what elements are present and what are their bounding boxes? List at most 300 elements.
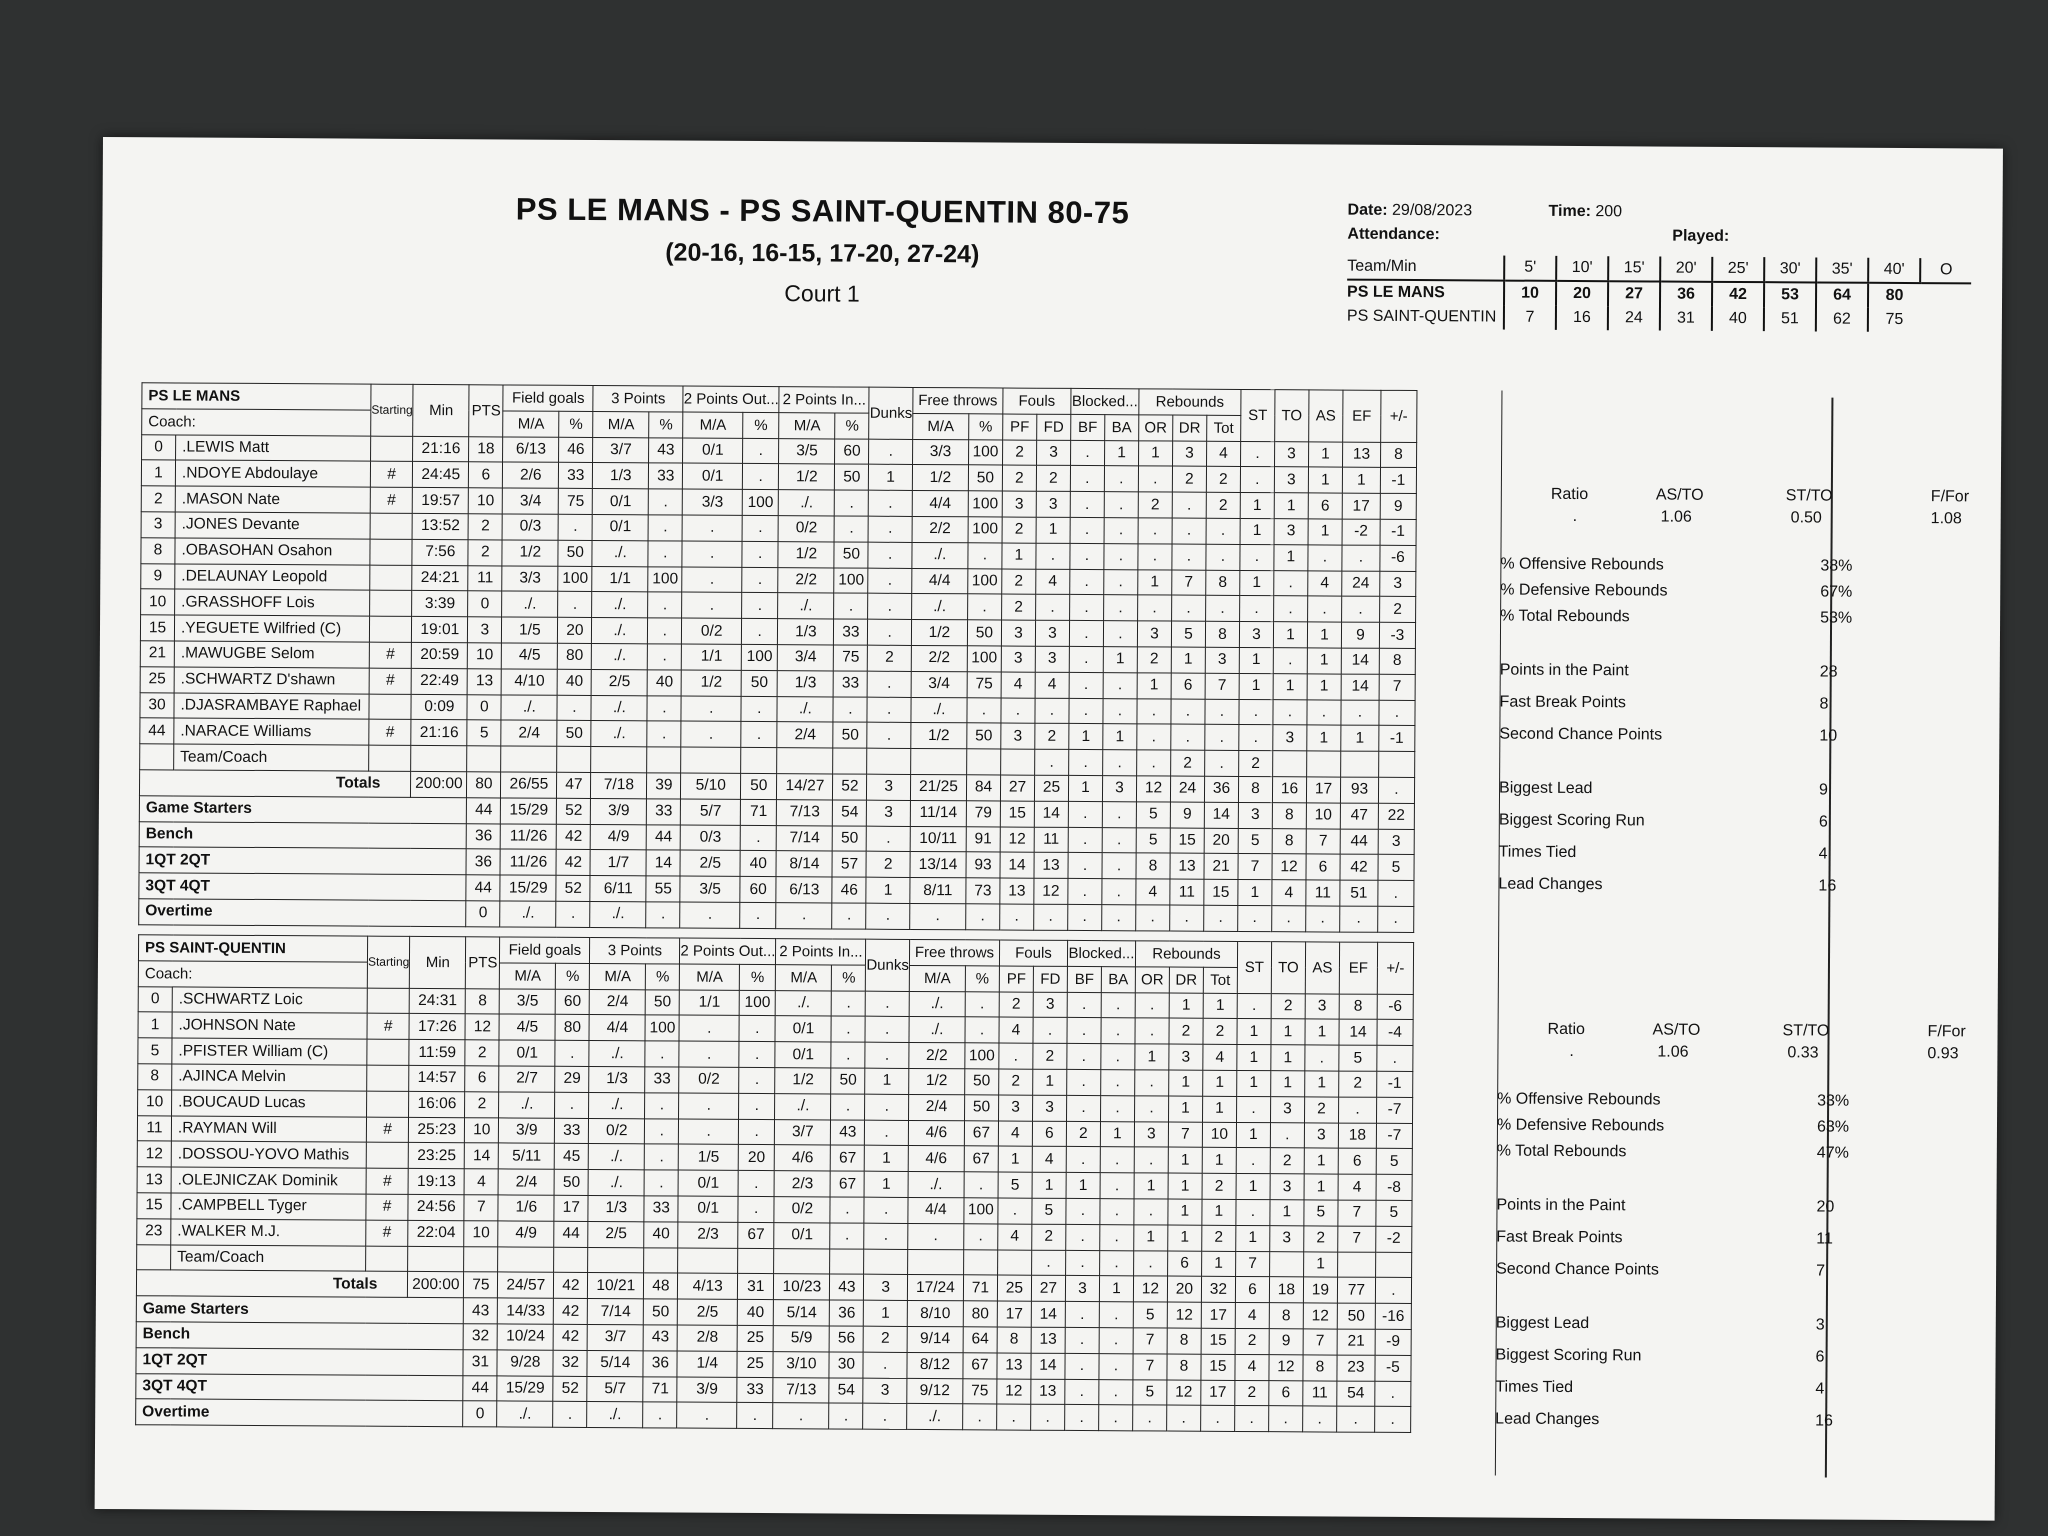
player-cell: 2/4 <box>777 722 833 748</box>
player-cell: 2/6 <box>503 462 559 488</box>
player-cell: -1 <box>1380 468 1416 494</box>
player-cell: 80 <box>558 643 592 669</box>
player-cell: 2 <box>999 1069 1033 1095</box>
game-title-block <box>502 191 1143 309</box>
player-cell: 1 <box>1239 647 1273 673</box>
sub-header: BA <box>1101 966 1135 992</box>
summary-cell: 5/14 <box>587 1350 643 1376</box>
summary-cell: . <box>997 1404 1031 1430</box>
player-cell: . <box>679 1119 739 1145</box>
summary-cell: 8/11 <box>910 878 966 904</box>
team-coach-cell: 1 <box>1201 1251 1235 1277</box>
player-cell: 1 <box>1002 543 1036 569</box>
summary-cell: 2/5 <box>680 850 740 876</box>
player-cell: . <box>645 1041 679 1067</box>
player-cell: 7 <box>464 1195 498 1221</box>
player-cell: 2 <box>1002 440 1036 466</box>
summary-cell: 11/14 <box>910 800 966 826</box>
summary-cell: . <box>1099 1302 1133 1328</box>
stat-label: Biggest Scoring Run <box>1495 1346 1642 1365</box>
player-cell: 3 <box>1239 622 1273 648</box>
team-coach-cell <box>588 1247 644 1273</box>
player-cell: . <box>964 1224 998 1250</box>
player-cell: . <box>1101 992 1135 1018</box>
progress-cell <box>1920 308 1971 332</box>
summary-cell: 3/5 <box>680 876 740 902</box>
player-cell: 1/5 <box>679 1144 739 1170</box>
summary-cell: 46 <box>832 877 866 903</box>
player-cell: . <box>557 695 591 721</box>
progress-cell: 75 <box>1868 308 1920 332</box>
summary-cell: 11 <box>1306 880 1340 906</box>
player-name: .YEGUETE Wilfried (C) <box>174 615 369 642</box>
player-cell <box>367 1091 410 1117</box>
stat-value: 16 <box>1815 1412 1834 1430</box>
summary-cell: ./. <box>500 901 556 927</box>
summary-cell: 2/5 <box>678 1299 738 1325</box>
player-cell: 1 <box>1135 1044 1169 1070</box>
player-cell: 0/2 <box>682 618 742 644</box>
summary-cell: 7/14 <box>777 825 833 851</box>
player-cell: 9 <box>1380 493 1416 519</box>
summary-cell: 71 <box>740 799 776 825</box>
player-cell: . <box>1066 1198 1100 1224</box>
summary-cell: 5 <box>1378 855 1414 881</box>
summary-cell: 6/13 <box>776 877 832 903</box>
player-cell: 4 <box>1032 1147 1066 1173</box>
totals-cell: 27 <box>1031 1276 1065 1302</box>
player-cell: 50 <box>558 540 592 566</box>
summary-cell: . <box>832 903 866 929</box>
totals-cell: 21/25 <box>910 774 966 800</box>
player-cell: 8 <box>1206 570 1240 596</box>
player-cell: 4 <box>1036 569 1070 595</box>
summary-cell: 52 <box>553 1376 587 1402</box>
player-cell: . <box>1205 596 1239 622</box>
summary-cell: -5 <box>1375 1355 1411 1381</box>
player-cell: . <box>1239 699 1273 725</box>
player-cell: 1 <box>998 1146 1032 1172</box>
player-cell: ./. <box>589 1144 645 1170</box>
player-cell: 3/3 <box>912 439 968 465</box>
player-cell: 100 <box>968 491 1002 517</box>
player-cell: 1 <box>869 465 913 491</box>
player-name: .DELAUNAY Leopold <box>175 564 370 591</box>
summary-cell: 93 <box>966 852 1000 878</box>
player-cell: 2 <box>468 514 502 540</box>
player-cell: 75 <box>967 672 1001 698</box>
player-cell: . <box>739 1093 775 1119</box>
player-cell: 1 <box>138 1012 172 1038</box>
player-cell: 50 <box>557 721 591 747</box>
player-name: .PFISTER William (C) <box>172 1038 367 1065</box>
totals-cell: 36 <box>1204 776 1238 802</box>
stat-label: % Total Rebounds <box>1496 1142 1627 1161</box>
summary-cell: 21 <box>1337 1329 1375 1355</box>
sub-header: % <box>969 414 1003 440</box>
player-cell: 0/1 <box>775 1016 831 1042</box>
player-name: .SCHWARTZ Loic <box>172 987 367 1014</box>
summary-cell: 54 <box>833 800 867 826</box>
progress-cell: 62 <box>1816 307 1868 331</box>
player-cell: 8 <box>138 1064 172 1090</box>
player-cell: . <box>1134 1147 1168 1173</box>
player-cell: 2/2 <box>912 516 968 542</box>
p2in-header: 2 Points In... <box>779 387 869 413</box>
player-cell: 1 <box>1308 467 1342 493</box>
player-cell: 1/3 <box>778 619 834 645</box>
summary-cell: 0 <box>463 1401 497 1427</box>
player-cell: 23 <box>137 1218 171 1244</box>
player-cell: 44 <box>554 1221 588 1247</box>
player-cell: . <box>831 1016 865 1042</box>
player-cell: . <box>1067 992 1101 1018</box>
totals-cell: 48 <box>644 1273 678 1299</box>
stat-sheet <box>95 137 2003 1521</box>
player-cell: 4/5 <box>499 1014 555 1040</box>
summary-cell: 4 <box>1235 1303 1269 1329</box>
player-cell: 4/4 <box>912 491 968 517</box>
team-coach-cell <box>369 745 412 771</box>
summary-cell: 12 <box>1303 1303 1337 1329</box>
player-cell: 1 <box>1168 1225 1202 1251</box>
player-cell: 3 <box>1033 992 1067 1018</box>
player-cell: 1 <box>1169 1070 1203 1096</box>
player-cell: 67 <box>831 1145 865 1171</box>
p2out-header: 2 Points Out... <box>680 938 776 964</box>
summary-cell: 7/14 <box>588 1299 644 1325</box>
time-label: Time: <box>1548 202 1592 221</box>
summary-cell: 9/12 <box>907 1378 963 1404</box>
summary-cell: 25 <box>737 1325 773 1351</box>
summary-cell: 17 <box>1201 1302 1235 1328</box>
player-cell: . <box>1135 1018 1169 1044</box>
player-cell: . <box>867 723 911 749</box>
team-coach-cell <box>1341 751 1379 777</box>
player-cell: ./. <box>912 542 968 568</box>
summary-cell: 7 <box>1238 854 1272 880</box>
player-cell: 1 <box>1273 673 1307 699</box>
player-cell: 1 <box>1271 1071 1305 1097</box>
summary-cell: . <box>1068 801 1102 827</box>
team-coach-cell: Team/Coach <box>171 1244 366 1271</box>
player-cell: 19:01 <box>412 617 468 643</box>
summary-cell: 32 <box>463 1324 497 1350</box>
summary-cell: 52 <box>556 875 590 901</box>
team-coach-cell: . <box>1205 750 1239 776</box>
player-cell: 4/5 <box>502 643 558 669</box>
player-cell: 14 <box>1341 674 1379 700</box>
player-cell <box>370 591 413 617</box>
summary-cell: 23 <box>1337 1355 1375 1381</box>
summary-cell: . <box>1235 1406 1269 1432</box>
player-cell: . <box>865 1094 909 1120</box>
summary-cell: 44 <box>1340 829 1378 855</box>
player-cell: 23:25 <box>409 1143 465 1169</box>
game-meta <box>1347 202 1729 252</box>
summary-cell: 12 <box>1269 1354 1303 1380</box>
summary-label: 1QT 2QT <box>139 847 467 875</box>
player-name: .JONES Devante <box>175 512 370 539</box>
player-cell: # <box>369 719 412 745</box>
stat-label: Fast Break Points <box>1496 1228 1623 1247</box>
player-cell: 1 <box>1304 1174 1338 1200</box>
player-cell: 40 <box>557 669 591 695</box>
stat-value: 6 <box>1815 1348 1825 1366</box>
stat-value: 9 <box>1818 781 1829 799</box>
summary-cell: 42 <box>554 1298 588 1324</box>
player-cell: 0/1 <box>593 489 649 515</box>
summary-cell: 3/9 <box>591 798 647 824</box>
summary-cell: . <box>1136 905 1170 931</box>
player-cell: 100 <box>834 568 868 594</box>
player-cell: 0/2 <box>774 1197 830 1223</box>
player-cell: 1 <box>1134 1225 1168 1251</box>
player-cell: . <box>682 567 742 593</box>
player-cell: . <box>1308 545 1342 571</box>
team-coach-cell: . <box>1133 1250 1167 1276</box>
player-cell: ./. <box>776 990 832 1016</box>
summary-cell: . <box>1065 1302 1099 1328</box>
rebounds-header: Rebounds <box>1135 941 1237 967</box>
player-cell: . <box>998 1198 1032 1224</box>
player-cell: ./. <box>592 592 648 618</box>
player-cell: 14 <box>465 1143 499 1169</box>
summary-cell: 15 <box>1201 1354 1235 1380</box>
progress-cell: 16 <box>1556 306 1608 330</box>
player-cell: # <box>369 668 412 694</box>
f-for-value: 1.08 <box>1930 510 1962 528</box>
summary-cell: 8 <box>1269 1303 1303 1329</box>
player-cell: # <box>366 1220 409 1246</box>
summary-cell: 13 <box>997 1353 1031 1379</box>
summary-cell: 7/13 <box>777 799 833 825</box>
player-cell: 4 <box>1001 672 1035 698</box>
blocked-header: Blocked... <box>1067 940 1135 966</box>
summary-cell: 10 <box>1306 803 1340 829</box>
totals-cell: 18 <box>1269 1277 1303 1303</box>
team-coach-cell <box>1375 1252 1411 1278</box>
summary-cell: 2 <box>1235 1328 1269 1354</box>
player-cell: . <box>1036 595 1070 621</box>
stat-value: 20 <box>1816 1198 1835 1216</box>
player-cell: 2/4 <box>908 1094 964 1120</box>
player-cell: . <box>739 1016 775 1042</box>
player-cell: 100 <box>964 1198 998 1224</box>
player-cell: 1 <box>1066 1173 1100 1199</box>
sub-header: % <box>559 411 593 437</box>
sub-header: M/A <box>590 963 646 989</box>
summary-cell: 42 <box>553 1324 587 1350</box>
totals-label: Totals <box>136 1270 408 1297</box>
stat-label: Biggest Scoring Run <box>1498 811 1645 830</box>
summary-cell: 2 <box>863 1326 907 1352</box>
player-cell: 2 <box>999 992 1033 1018</box>
player-cell: 17 <box>554 1195 588 1221</box>
player-cell: 2 <box>465 1092 499 1118</box>
summary-cell: 25 <box>737 1351 773 1377</box>
team-coach-cell <box>1307 751 1341 777</box>
team1-boxscore <box>138 382 1417 933</box>
player-cell: 3/5 <box>779 438 835 464</box>
summary-cell: 8 <box>1136 853 1170 879</box>
player-cell: 7 <box>1379 674 1415 700</box>
sub-header: FD <box>1033 966 1067 992</box>
player-cell: 24:45 <box>413 462 469 488</box>
summary-cell: . <box>677 1402 737 1428</box>
player-cell: . <box>866 991 910 1017</box>
player-cell: . <box>1206 518 1240 544</box>
summary-cell: 6/11 <box>590 876 646 902</box>
totals-cell: 17 <box>1306 777 1340 803</box>
player-cell: 60 <box>556 989 590 1015</box>
player-cell: 3 <box>141 512 175 538</box>
progress-cell: 31 <box>1660 307 1712 331</box>
summary-cell: 9/14 <box>907 1326 963 1352</box>
player-cell: 4/4 <box>589 1015 645 1041</box>
f-for-label: F/For <box>1927 1023 1966 1041</box>
player-cell: 3/3 <box>683 489 743 515</box>
summary-cell: . <box>1375 1407 1411 1433</box>
team-coach-cell <box>681 747 741 773</box>
totals-cell: 20 <box>1167 1276 1201 1302</box>
player-cell: 1 <box>1305 1071 1339 1097</box>
summary-cell: 3 <box>867 800 911 826</box>
summary-cell: 56 <box>829 1326 863 1352</box>
player-name: .OBASOHAN Osahon <box>175 538 370 565</box>
player-cell: 1/3 <box>593 463 649 489</box>
stat-label: Points in the Paint <box>1496 1196 1626 1215</box>
player-cell: 1 <box>1069 724 1103 750</box>
player-cell: 5 <box>1376 1200 1412 1226</box>
player-cell: . <box>742 619 778 645</box>
player-cell: . <box>868 568 912 594</box>
sub-header: % <box>646 964 680 990</box>
totals-cell: 24/57 <box>498 1272 554 1298</box>
summary-cell: 22 <box>1378 803 1414 829</box>
player-cell: 0/1 <box>774 1222 830 1248</box>
player-cell: 12 <box>137 1141 171 1167</box>
ft-header: Free throws <box>909 939 999 965</box>
player-cell: . <box>1070 466 1104 492</box>
player-cell: . <box>1135 992 1169 1018</box>
blocked-header: Blocked... <box>1071 388 1139 414</box>
stat-value: 67% <box>1820 583 1853 601</box>
player-cell: 1 <box>1236 1174 1270 1200</box>
summary-cell: 91 <box>966 826 1000 852</box>
player-cell: 3 <box>1001 723 1035 749</box>
team-coach-cell <box>833 748 867 774</box>
player-cell: 2 <box>1270 1148 1304 1174</box>
player-cell: . <box>1137 698 1171 724</box>
player-cell: 50 <box>967 620 1001 646</box>
summary-cell: 71 <box>643 1376 677 1402</box>
player-cell: 2 <box>1271 993 1305 1019</box>
summary-cell: 67 <box>963 1353 997 1379</box>
player-name: .RAYMAN Will <box>171 1116 366 1143</box>
player-cell: 100 <box>645 1015 679 1041</box>
player-cell: . <box>1100 1224 1134 1250</box>
team-coach-cell <box>1269 1251 1303 1277</box>
player-cell: ./. <box>911 697 967 723</box>
player-cell: 1 <box>1240 518 1274 544</box>
player-cell: 20 <box>738 1145 774 1171</box>
player-cell: ./. <box>502 591 558 617</box>
totals-cell: 24 <box>1170 776 1204 802</box>
player-cell: ./. <box>779 490 835 516</box>
player-cell: 1 <box>1202 1148 1236 1174</box>
player-cell: 4 <box>1203 1044 1237 1070</box>
summary-cell: 7 <box>1133 1328 1167 1354</box>
player-cell: . <box>999 1043 1033 1069</box>
player-cell: 1 <box>1103 647 1137 673</box>
progress-cell: 42 <box>1712 282 1764 307</box>
player-cell: . <box>867 697 911 723</box>
player-cell: . <box>1104 543 1138 569</box>
totals-cell: 25 <box>1034 775 1068 801</box>
team-coach-cell <box>777 748 833 774</box>
player-cell: 1 <box>1236 1122 1270 1148</box>
summary-cell: . <box>1201 1406 1235 1432</box>
player-cell: . <box>1067 1044 1101 1070</box>
player-cell: 50 <box>835 464 869 490</box>
summary-cell: 79 <box>966 801 1000 827</box>
summary-cell: 13 <box>1031 1379 1065 1405</box>
player-cell: 1 <box>1202 1199 1236 1225</box>
player-cell: 2/2 <box>911 645 967 671</box>
player-cell: . <box>1101 1044 1135 1070</box>
sub-header: Tot <box>1203 967 1237 993</box>
player-cell: 1 <box>1305 1019 1339 1045</box>
ef-header: EF <box>1339 942 1377 994</box>
player-cell: 1 <box>1274 544 1308 570</box>
summary-cell: 5 <box>1136 802 1170 828</box>
player-cell: 3 <box>1305 993 1339 1019</box>
player-cell: 1 <box>1202 1096 1236 1122</box>
stat-label: Fast Break Points <box>1499 693 1626 712</box>
player-cell: 3:39 <box>412 591 468 617</box>
player-cell: 40 <box>647 670 681 696</box>
player-cell: 0/1 <box>499 1040 555 1066</box>
player-cell: 3/4 <box>778 645 834 671</box>
date-value: 29/08/2023 <box>1391 201 1473 220</box>
player-cell: 2 <box>1032 1224 1066 1250</box>
sub-header: M/A <box>779 412 835 438</box>
player-cell: 67 <box>964 1146 998 1172</box>
player-cell: 18 <box>469 436 503 462</box>
player-cell: 1 <box>1171 647 1205 673</box>
stat-value: 28 <box>1819 663 1838 681</box>
summary-cell: -16 <box>1375 1303 1411 1329</box>
player-cell: # <box>369 642 412 668</box>
summary-cell: 12 <box>1272 854 1306 880</box>
player-cell: 2/4 <box>498 1169 554 1195</box>
court-label: Court 1 <box>784 280 860 307</box>
player-cell: 1/2 <box>909 1068 965 1094</box>
totals-cell: 10/21 <box>588 1273 644 1299</box>
progress-cell: 40 <box>1712 307 1764 331</box>
player-cell: . <box>1171 595 1205 621</box>
attendance-label: Attendance: <box>1347 225 1440 244</box>
player-cell: 0 <box>142 434 176 460</box>
player-cell: 1 <box>1036 517 1070 543</box>
summary-label: Game Starters <box>139 795 467 823</box>
player-cell: 4 <box>998 1224 1032 1250</box>
summary-cell: . <box>773 1403 829 1429</box>
player-cell: . <box>1237 993 1271 1019</box>
player-cell: . <box>682 592 742 618</box>
player-cell: 10 <box>468 643 502 669</box>
